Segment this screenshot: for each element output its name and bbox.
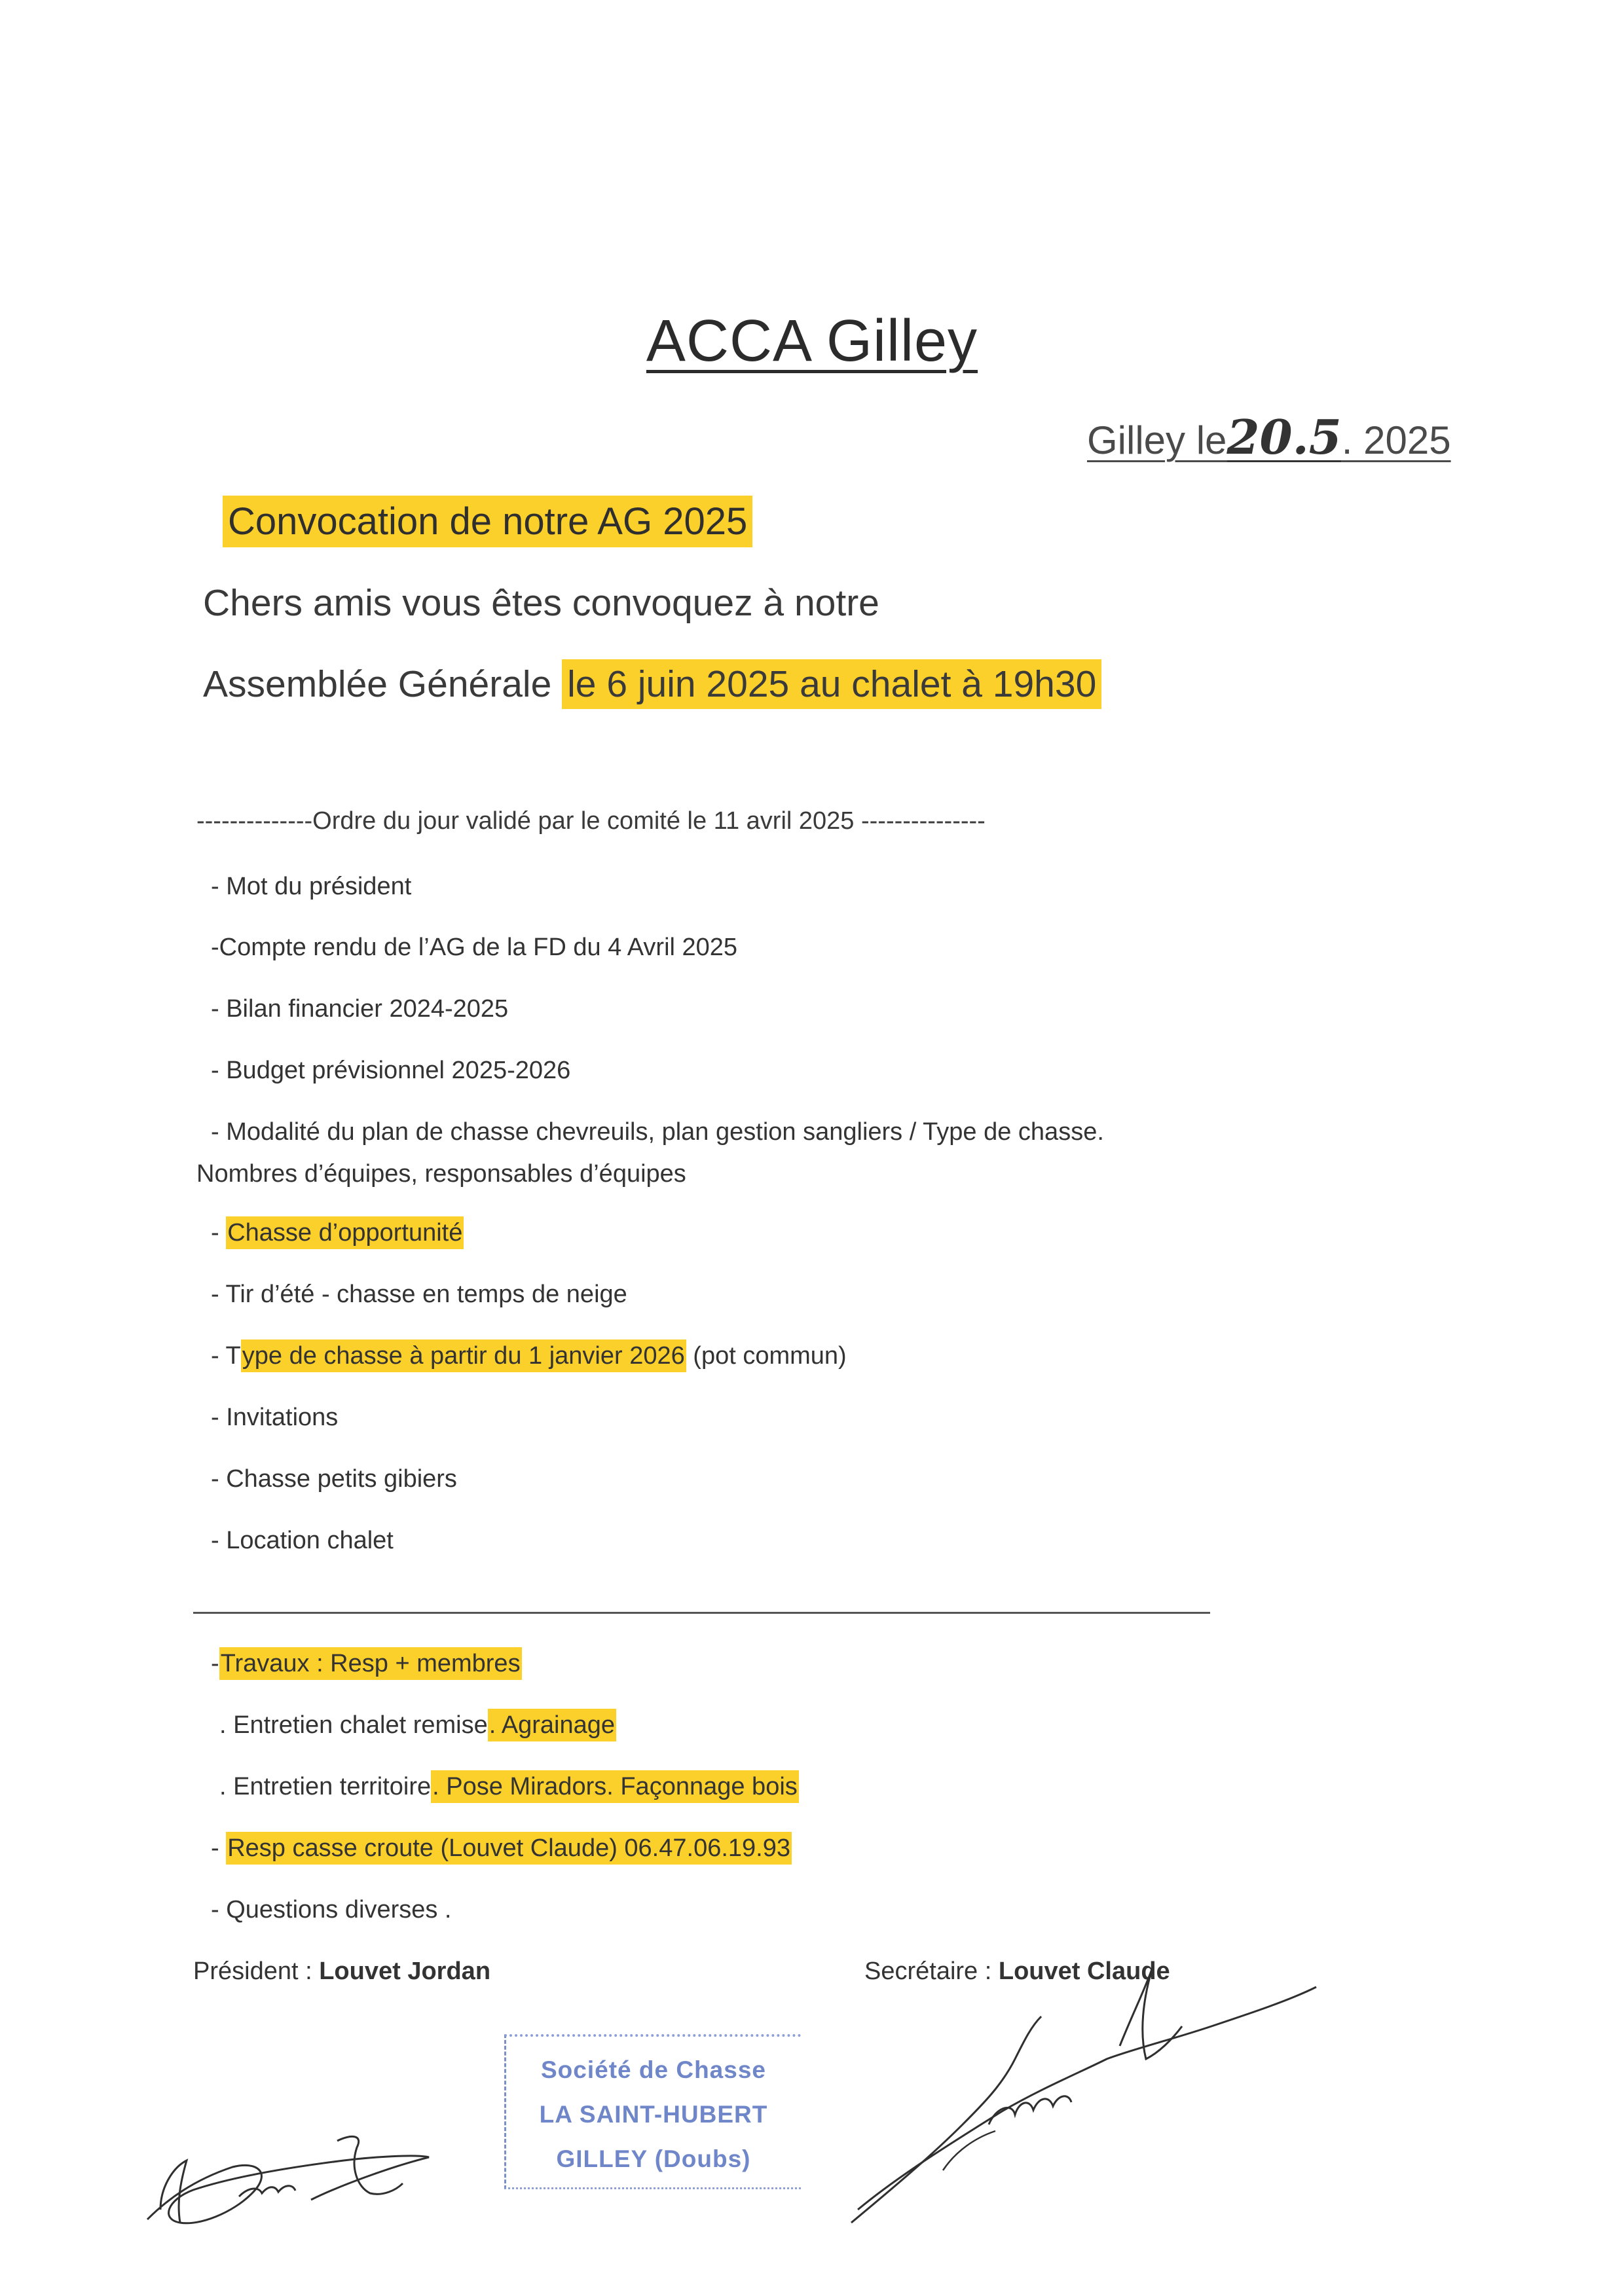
date-suffix: . 2025: [1341, 418, 1451, 462]
secretary-label: Secrétaire :: [864, 1958, 999, 1985]
agenda-heading: --------------Ordre du jour validé par le comité le 11 avril 2025 ---------------: [196, 807, 986, 835]
president-name: Louvet Jordan: [319, 1958, 491, 1985]
works-chalet-plain: . Entretien chalet remise: [219, 1711, 488, 1739]
works-chalet-maintenance: [219, 1711, 616, 1740]
date-line: [1087, 409, 1451, 465]
works-heading-prefix: -: [211, 1650, 219, 1677]
intro-line-1: Chers amis vous êtes convoquez à notre: [203, 582, 879, 624]
document-title: ACCA Gilley: [646, 308, 978, 374]
agenda-item-hunting-type: [211, 1342, 847, 1370]
agenda-item-financial-report: - Bilan financier 2024-2025: [211, 995, 509, 1023]
works-misc-questions: - Questions diverses .: [211, 1896, 452, 1923]
association-stamp: [504, 2034, 801, 2189]
agenda-item-budget: - Budget prévisionnel 2025-2026: [211, 1057, 571, 1084]
agenda-item-fd-report: -Compte rendu de l’AG de la FD du 4 Avril 2025: [211, 934, 738, 961]
convocation-title: Convocation de notre AG 2025: [223, 496, 752, 547]
agenda-item-invitations: - Invitations: [211, 1404, 339, 1431]
works-snack-manager: [211, 1834, 792, 1863]
date-prefix: Gilley le: [1087, 418, 1227, 462]
works-territory-plain: . Entretien territoire: [219, 1773, 432, 1800]
works-heading-highlight: Travaux : Resp + membres: [219, 1647, 522, 1680]
agenda-item-opportunity-hunt: [211, 1219, 464, 1247]
agenda-item-small-game: - Chasse petits gibiers: [211, 1465, 457, 1493]
agenda-item-summer-shooting: - Tir d’été - chasse en temps de neige: [211, 1281, 627, 1308]
president-signature: [141, 2069, 449, 2239]
agenda-item-opportunity-prefix: -: [211, 1219, 227, 1247]
secretary-name: Louvet Claude: [998, 1958, 1170, 1985]
agenda-item-opportunity-highlight: Chasse d’opportunité: [226, 1216, 464, 1249]
agenda-item-hunting-type-highlight: ype de chasse à partir du 1 janvier 2026: [241, 1339, 686, 1372]
stamp-line-1: Société de Chasse: [541, 2056, 766, 2083]
agenda-item-hunting-type-suffix: (pot commun): [686, 1342, 847, 1370]
agenda-item-hunting-type-prefix: - T: [211, 1342, 241, 1370]
secretary-signature: [845, 1961, 1342, 2236]
works-territory-maintenance: [219, 1773, 799, 1801]
works-snack-highlight: Resp casse croute (Louvet Claude) 06.47.06.19.93: [226, 1832, 792, 1865]
agenda-item-president-word: - Mot du président: [211, 873, 412, 900]
section-divider: [193, 1612, 1210, 1614]
works-snack-prefix: -: [211, 1834, 227, 1862]
works-heading: [211, 1650, 522, 1678]
meeting-date-highlight: le 6 juin 2025 au chalet à 19h30: [562, 659, 1101, 709]
handwritten-date: 20.5: [1227, 409, 1342, 465]
agenda-item-hunting-plan: - Modalité du plan de chasse chevreuils, plan gestion sangliers / Type de chasse.: [211, 1118, 1104, 1146]
stamp-line-2: LA SAINT-HUBERT: [539, 2101, 768, 2128]
agenda-item-teams: Nombres d’équipes, responsables d’équipes: [196, 1160, 686, 1188]
works-chalet-highlight: . Agrainage: [488, 1709, 616, 1741]
agenda-item-chalet-rental: - Location chalet: [211, 1527, 394, 1554]
stamp-line-3: GILLEY (Doubs): [556, 2145, 751, 2172]
president-label: Président :: [193, 1958, 320, 1985]
president-signature-label: [193, 1958, 490, 1986]
works-territory-highlight: . Pose Miradors. Façonnage bois: [431, 1770, 799, 1803]
intro-line-2-plain: Assemblée Générale: [203, 663, 563, 705]
intro-line-2: [203, 663, 1101, 706]
